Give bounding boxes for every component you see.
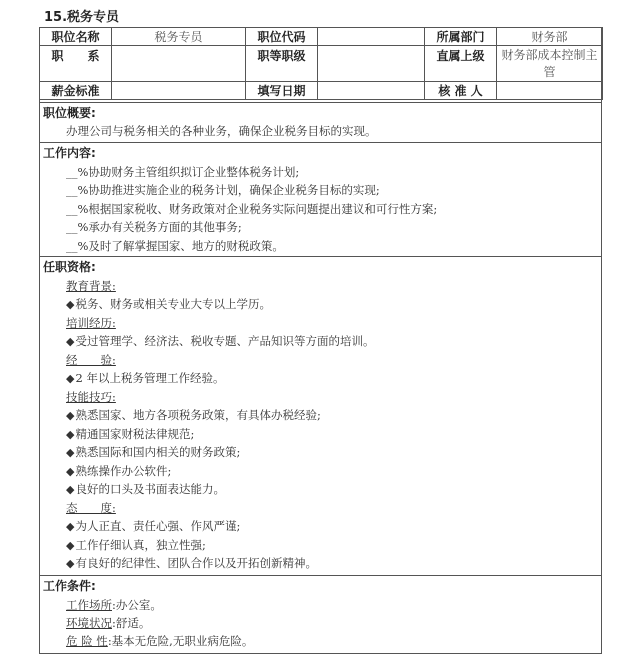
skill-item xyxy=(66,407,321,423)
duty-item: __%承办有关税务方面的其他事务; xyxy=(66,220,242,234)
job-grade-label: 职等职级 xyxy=(246,46,318,82)
attitude-item xyxy=(66,537,206,553)
skills-label: 技能技巧: xyxy=(66,390,116,404)
education-item xyxy=(66,296,271,312)
diamond-bullet-icon: ◆ xyxy=(66,298,75,311)
experience-item xyxy=(66,370,224,386)
experience-text: 2 年以上税务管理工作经验。 xyxy=(75,371,225,385)
table-row xyxy=(40,46,603,82)
skill-text: 熟悉国家、地方各项税务政策，有具体办税经验; xyxy=(75,408,321,422)
diamond-bullet-icon: ◆ xyxy=(66,539,75,552)
salary-value xyxy=(112,82,246,100)
skill-text: 熟悉国际和国内相关的财务政策; xyxy=(75,445,241,459)
overview-text: 办理公司与税务相关的各种业务，确保企业税务目标的实现。 xyxy=(66,124,377,138)
approver-label: 核 准 人 xyxy=(425,82,497,100)
position-code-value xyxy=(318,28,425,46)
diamond-bullet-icon: ◆ xyxy=(66,372,75,385)
diamond-bullet-icon: ◆ xyxy=(66,335,75,348)
supervisor-label: 直属上级 xyxy=(425,46,497,82)
attitude-text: 为人正直、责任心强、作风严谨; xyxy=(75,519,241,533)
fill-date-label: 填写日期 xyxy=(246,82,318,100)
conditions-section xyxy=(40,575,601,654)
diamond-bullet-icon: ◆ xyxy=(66,428,75,441)
training-text: 受过管理学、经济法、税收专题、产品知识等方面的培训。 xyxy=(75,334,375,348)
overview-heading: 职位概要: xyxy=(43,106,96,120)
attitude-text: 有良好的纪律性、团队合作以及开拓创新精神。 xyxy=(75,556,317,570)
document-title: 15.税务专员 xyxy=(44,10,120,25)
diamond-bullet-icon: ◆ xyxy=(66,557,75,570)
diamond-bullet-icon: ◆ xyxy=(66,483,75,496)
workplace-value: :办公室。 xyxy=(112,598,162,612)
risk-label: 危 险 性 xyxy=(66,634,108,648)
duties-heading: 工作内容: xyxy=(43,146,96,160)
environment-row xyxy=(66,615,150,631)
duty-item: __%协助财务主管组织拟订企业整体税务计划; xyxy=(66,165,300,179)
skill-item xyxy=(66,444,240,460)
attitude-text: 工作仔细认真，独立性强; xyxy=(75,538,206,552)
department-value: 财务部 xyxy=(497,28,603,46)
position-info-table xyxy=(39,27,603,100)
conditions-heading: 工作条件: xyxy=(43,579,96,593)
salary-label: 薪金标准 xyxy=(40,82,112,100)
job-family-value xyxy=(112,46,246,82)
department-label: 所属部门 xyxy=(425,28,497,46)
job-grade-value xyxy=(318,46,425,82)
duty-item: __%及时了解掌握国家、地方的财税政策。 xyxy=(66,239,284,253)
attitude-item xyxy=(66,518,240,534)
skill-item xyxy=(66,481,225,497)
workplace-label: 工作场所 xyxy=(66,598,112,612)
position-name-value: 税务专员 xyxy=(112,28,246,46)
education-label: 教育背景: xyxy=(66,279,116,293)
duties-section xyxy=(40,142,601,257)
environment-label: 环境状况 xyxy=(66,616,112,630)
table-row xyxy=(40,28,603,46)
job-family-label: 职 系 xyxy=(40,46,112,82)
skill-text: 熟练操作办公软件; xyxy=(75,464,172,478)
table-row xyxy=(40,82,603,100)
qualifications-heading: 任职资格: xyxy=(43,260,96,274)
diamond-bullet-icon: ◆ xyxy=(66,446,75,459)
fill-date-value xyxy=(318,82,425,100)
risk-value: :基本无危险,无职业病危险。 xyxy=(107,634,254,648)
risk-row xyxy=(66,633,253,649)
skill-item xyxy=(66,463,171,479)
duty-item: __%协助推进实施企业的税务计划，确保企业税务目标的实现; xyxy=(66,183,380,197)
training-label: 培训经历: xyxy=(66,316,116,330)
environment-value: :舒适。 xyxy=(112,616,151,630)
position-name-label: 职位名称 xyxy=(40,28,112,46)
duty-item: __%根据国家税收、财务政策对企业税务实际问题提出建议和可行性方案; xyxy=(66,202,438,216)
attitude-item xyxy=(66,555,317,571)
skill-text: 精通国家财税法律规范; xyxy=(75,427,195,441)
overview-section xyxy=(40,102,601,143)
skill-text: 良好的口头及书面表达能力。 xyxy=(75,482,225,496)
diamond-bullet-icon: ◆ xyxy=(66,465,75,478)
attitude-label: 态 度: xyxy=(66,501,116,515)
supervisor-value: 财务部成本控制主管 xyxy=(497,46,603,82)
skill-item xyxy=(66,426,194,442)
training-item xyxy=(66,333,374,349)
workplace-row xyxy=(66,597,162,613)
position-code-label: 职位代码 xyxy=(246,28,318,46)
qualifications-section xyxy=(40,256,601,576)
approver-value xyxy=(497,82,603,100)
diamond-bullet-icon: ◆ xyxy=(66,409,75,422)
experience-label: 经 验: xyxy=(66,353,116,367)
diamond-bullet-icon: ◆ xyxy=(66,520,75,533)
education-text: 税务、财务或相关专业大专以上学历。 xyxy=(75,297,271,311)
